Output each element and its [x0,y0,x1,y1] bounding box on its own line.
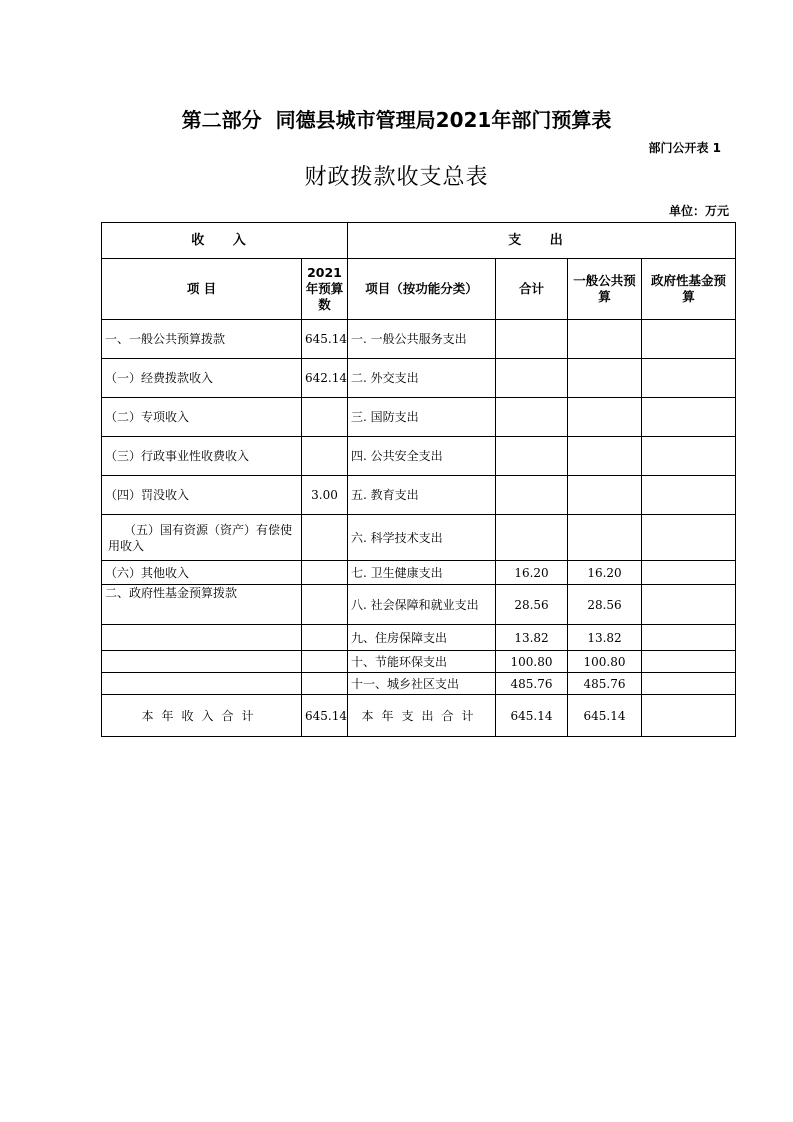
document-heading [0,104,793,133]
income-value: 645.14 [302,320,348,359]
expense-general [568,437,642,476]
expense-item: 二. 外交支出 [348,359,496,398]
col-header-fund: 政府性基金预算 [642,259,736,320]
expense-item: 八. 社会保障和就业支出 [348,585,496,625]
income-value [302,673,348,695]
expense-fund [642,585,736,625]
table-row [102,585,736,625]
expense-total: 16.20 [496,561,568,585]
expense-total: 485.76 [496,673,568,695]
section-expense: 支 出 [348,223,736,259]
expense-total-fund [642,695,736,737]
income-item [102,625,302,651]
table-row [102,673,736,695]
income-item: （四）罚没收入 [102,476,302,515]
form-number: 部门公开表 1 [648,141,721,155]
expense-fund [642,437,736,476]
income-item [102,651,302,673]
section-income: 收 入 [102,223,348,259]
table-row [102,320,736,359]
heading-title: 同德县城市管理局2021年部门预算表 [275,108,612,132]
expense-item: 九、住房保障支出 [348,625,496,651]
table-row [102,437,736,476]
table-row [102,359,736,398]
expense-total [496,359,568,398]
totals-row [102,695,736,737]
income-value: 642.14 [302,359,348,398]
expense-general [568,476,642,515]
expense-general: 485.76 [568,673,642,695]
heading-part: 第二部分 [181,108,262,132]
expense-fund [642,398,736,437]
income-item: （二）专项收入 [102,398,302,437]
section-header-row [102,223,736,259]
income-item: （一）经费拨款收入 [102,359,302,398]
budget-table [101,222,736,737]
table-title: 财政拨款收支总表 [304,165,489,190]
expense-fund [642,359,736,398]
expense-total-label: 本年支出合计 [348,695,496,737]
income-item [102,673,302,695]
expense-fund [642,515,736,561]
income-item: 二、政府性基金预算拨款 [102,585,302,625]
expense-general [568,359,642,398]
expense-total-general: 645.14 [568,695,642,737]
income-item: （三）行政事业性收费收入 [102,437,302,476]
column-header-row [102,259,736,320]
table-row [102,625,736,651]
col-header-item: 项 目 [102,259,302,320]
income-value [302,561,348,585]
income-value [302,651,348,673]
expense-item: 六. 科学技术支出 [348,515,496,561]
table-row [102,561,736,585]
income-value [302,437,348,476]
col-header-exp-item: 项目（按功能分类） [348,259,496,320]
income-value [302,515,348,561]
table-row [102,515,736,561]
expense-fund [642,476,736,515]
expense-total [496,437,568,476]
table-row [102,398,736,437]
expense-general: 13.82 [568,625,642,651]
expense-general [568,320,642,359]
income-value: 3.00 [302,476,348,515]
expense-general [568,398,642,437]
expense-fund [642,561,736,585]
income-item: （五）国有资源（资产）有偿使用收入 [102,515,302,561]
expense-item: 四. 公共安全支出 [348,437,496,476]
expense-total: 13.82 [496,625,568,651]
expense-item: 十一、城乡社区支出 [348,673,496,695]
table-row [102,651,736,673]
table-row [102,476,736,515]
unit-label: 单位：万元 [668,204,729,218]
expense-item: 十、节能环保支出 [348,651,496,673]
expense-item: 三. 国防支出 [348,398,496,437]
income-value [302,585,348,625]
expense-item: 五. 教育支出 [348,476,496,515]
expense-general: 28.56 [568,585,642,625]
expense-total: 28.56 [496,585,568,625]
income-item: 一、一般公共预算拨款 [102,320,302,359]
expense-fund [642,625,736,651]
expense-total [496,515,568,561]
expense-general: 100.80 [568,651,642,673]
expense-general: 16.20 [568,561,642,585]
expense-general [568,515,642,561]
income-value [302,398,348,437]
expense-item: 七. 卫生健康支出 [348,561,496,585]
income-total-label: 本年收入合计 [102,695,302,737]
expense-total [496,476,568,515]
col-header-budget: 2021年预算数 [302,259,348,320]
expense-fund [642,673,736,695]
expense-fund [642,320,736,359]
expense-total-total: 645.14 [496,695,568,737]
col-header-general: 一般公共预算 [568,259,642,320]
income-value [302,625,348,651]
expense-item: 一. 一般公共服务支出 [348,320,496,359]
expense-fund [642,651,736,673]
expense-total [496,398,568,437]
expense-total [496,320,568,359]
col-header-total: 合计 [496,259,568,320]
expense-total: 100.80 [496,651,568,673]
income-item: （六）其他收入 [102,561,302,585]
income-total-value: 645.14 [302,695,348,737]
